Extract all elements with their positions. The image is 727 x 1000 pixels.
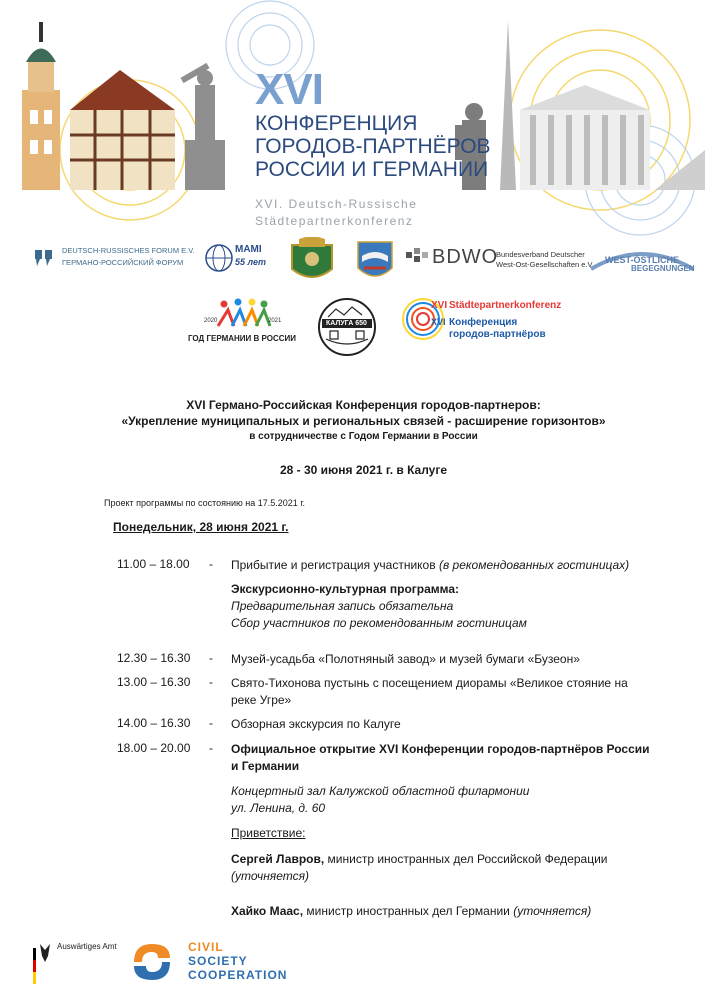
speaker-name: Сергей Лавров, [231, 852, 325, 866]
obelisk-illustration [500, 20, 516, 190]
csc-mark-icon [130, 940, 174, 984]
greeting-label: Приветствие: [231, 826, 306, 840]
schedule-item [231, 557, 671, 574]
schedule-item-cont: и Германии [231, 759, 300, 773]
drf-line2: ГЕРМАНО-РОССИЙСКИЙ ФОРУМ [62, 258, 184, 267]
conf-line3: городов-партнёров [449, 329, 546, 340]
title-line: ГОРОДОВ-ПАРТНЁРОВ [255, 135, 491, 158]
conf-roman: XVI [431, 317, 446, 327]
venue-address: ул. Ленина, д. 60 [231, 801, 326, 815]
csc-line2: SOCIETY [188, 954, 248, 968]
mami-years: 55 лет [235, 257, 266, 267]
mami-logo [203, 243, 275, 273]
dash: - [209, 675, 213, 689]
bdwo-line2: West-Ost-Gesellschaften e.V. [496, 260, 594, 269]
wob-line2: BEGEGNUNGEN [631, 264, 695, 273]
dash: - [209, 741, 213, 755]
time-slot: 13.00 – 16.30 [117, 675, 191, 689]
drf-line1: DEUTSCH-RUSSISCHES FORUM E.V. [62, 246, 195, 255]
statue-illustration [181, 63, 225, 190]
program-title-3: в сотрудничестве с Годом Германии в России [249, 431, 478, 442]
people-figures-icon [188, 298, 293, 330]
excursion-note-2: Сбор участников по рекомендованным гостиницам [231, 616, 527, 630]
conf-line2: Конференция [449, 317, 518, 328]
schedule-item-cont: реке Угре» [231, 693, 292, 707]
subtitle-line: Städtepartnerkonferenz [255, 214, 414, 228]
title-line: РОССИИ И ГЕРМАНИИ [255, 158, 489, 181]
dash: - [209, 716, 213, 730]
auswaertiges-amt-logo [33, 940, 133, 990]
speaker-1-note: (уточняется) [231, 869, 310, 883]
time-slot: 12.30 – 16.30 [117, 651, 191, 665]
speaker-2 [231, 903, 671, 920]
timbered-house-illustration [70, 70, 175, 190]
time-slot: 18.00 – 20.00 [117, 741, 191, 755]
year-left: 2020 [204, 318, 218, 324]
conf-line1: Städtepartnerkonferenz [449, 300, 562, 311]
federal-eagle-icon [33, 940, 55, 990]
wob-line1: WEST-ÖSTLICHE [605, 255, 679, 265]
day-heading: Понедельник, 28 июня 2021 г. [113, 520, 289, 534]
bdwo-text: BDWO [432, 246, 499, 268]
theatre-illustration [520, 85, 705, 190]
speaker-name: Хайко Маас, [231, 904, 304, 918]
kaluga-text: КАЛУГА 650 [326, 320, 367, 327]
speaker-note: (уточняется) [513, 904, 592, 918]
civil-society-cooperation-logo [130, 940, 288, 992]
kaluga-region-coat-of-arms [287, 237, 337, 287]
csc-line1: CIVIL [188, 940, 224, 954]
auswaertiges-text: Auswärtiges Amt [57, 942, 117, 951]
west-ost-logo [587, 243, 697, 273]
event-dates: 28 - 30 июня 2021 г. в Калуге [279, 463, 448, 477]
item-note: (в рекомендованных гостиницах) [438, 558, 630, 572]
kaluga-city-coat-of-arms [356, 238, 394, 286]
excursion-heading: Экскурсионно-культурная программа: [231, 582, 460, 596]
time-slot: 11.00 – 18.00 [117, 557, 190, 571]
kaluga-650-emblem-icon [316, 297, 378, 357]
german-subtitle [255, 196, 417, 230]
title-line: КОНФЕРЕНЦИЯ [255, 112, 418, 135]
schedule-item: Музей-усадьба «Полотняный завод» и музей бумаги «Бузеон» [231, 652, 580, 666]
bdwo-line1: Bundesverband Deutscher [496, 250, 585, 259]
bdwo-mark-icon [406, 248, 430, 268]
program-title-1: XVI Германо-Российская Конференция городов-партнеров: [186, 398, 541, 412]
speaker-role: министр иностранных дел Германии [303, 904, 514, 918]
roman-numeral: XVI [255, 65, 323, 114]
subtitle-line: XVI. Deutsch-Russische [255, 197, 418, 211]
conference-logo [401, 297, 561, 347]
year-caption: ГОД ГЕРМАНИИ В РОССИИ [188, 334, 297, 343]
time-slot: 14.00 – 16.30 [117, 716, 191, 730]
csc-line3: COOPERATION [188, 968, 288, 982]
dash: - [209, 651, 213, 665]
kaluga-650-logo [316, 297, 378, 357]
schedule-item: Официальное открытие XVI Конференции городов-партнёров России [231, 742, 650, 756]
conf-roman: XVI [431, 300, 448, 311]
conference-banner [0, 0, 727, 240]
speaker-role: министр иностранных дел Российской Федерации [324, 852, 608, 866]
church-tower-illustration [22, 22, 60, 190]
draft-note: Проект программы по состоянию на 17.5.2021 г. [104, 498, 306, 508]
mami-text: МАМI [235, 244, 262, 255]
schedule-item: Обзорная экскурсия по Калуге [231, 717, 401, 731]
speaker-1 [231, 851, 671, 868]
year-of-germany-logo [188, 298, 297, 348]
program-title-2: «Укрепление муниципальных и региональных связей - расширение горизонтов» [121, 414, 606, 428]
venue-name: Концертный зал Калужской областной филармонии [231, 784, 530, 798]
year-right: 2021 [268, 318, 282, 324]
excursion-note-1: Предварительная запись обязательна [231, 599, 454, 613]
conference-title [255, 65, 491, 181]
dash: - [209, 557, 213, 571]
quote-marks-icon [34, 248, 56, 268]
item-text: Прибытие и регистрация участников [231, 558, 439, 572]
schedule-item: Свято-Тихонова пустынь с посещением диорамы «Великое стояние на [231, 676, 628, 690]
